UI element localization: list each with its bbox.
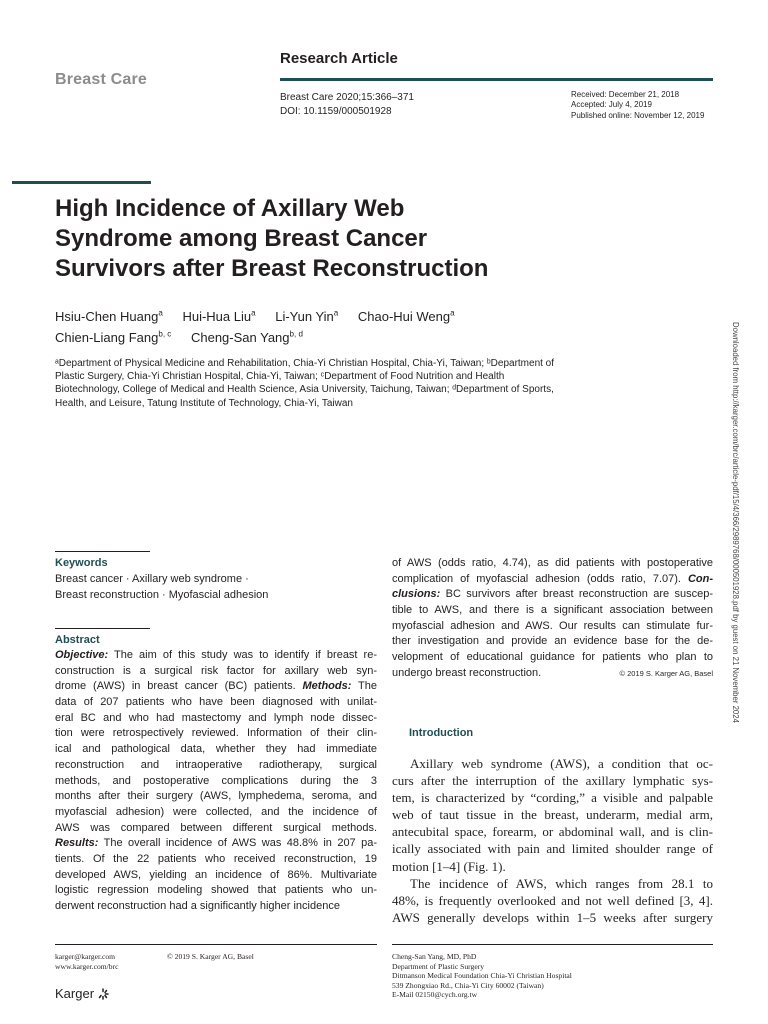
abstract-text: eral BC and who had mastectomy and lymph node dissec-	[55, 711, 377, 724]
abstract-text: of AWS (odds ratio, 4.74), as did patients with postoperative	[392, 557, 713, 569]
publisher-name: Karger	[55, 986, 95, 1001]
abstract-text: myofascial adhesion and AWS. Our results can stimulate fur-	[392, 619, 713, 632]
publisher-website[interactable]: www.karger.com/brc	[55, 962, 119, 971]
abstract-line	[55, 868, 377, 884]
affiliation-line: Plastic Surgery, Chia-Yi Christian Hospital, Chia-Yi, Taiwan; ᶜDepartment of Food Nutrition and Health	[55, 371, 505, 383]
abstract-text: data of 207 patients who have been diagnosed with unilat-	[55, 696, 377, 709]
abstract-heading: Abstract	[55, 634, 100, 646]
abstract-line	[55, 664, 377, 680]
author-name: Hsiu-Chen Huang$^a$	[55, 308, 163, 324]
publisher-email[interactable]: karger@karger.com	[55, 952, 116, 961]
abstract-text: velopment of educational guidance for patients who plan to	[392, 651, 713, 664]
abstract-line	[55, 883, 377, 899]
introduction-line: Axillary web syndrome (AWS), a condition that oc-	[410, 756, 713, 771]
abstract-line	[55, 821, 377, 837]
download-watermark	[726, 322, 744, 812]
abstract-line	[55, 679, 377, 695]
accepted-date: Accepted: July 4, 2019	[571, 100, 652, 110]
footer-copyright: © 2019 S. Karger AG, Basel	[167, 952, 254, 961]
abstract-line	[392, 556, 713, 572]
abstract-label: Con-	[687, 572, 713, 585]
author-name: Chien-Liang Fang$^{b, c}$	[55, 329, 172, 345]
correspondence-line: Cheng-San Yang, MD, PhD	[392, 952, 477, 961]
abstract-text: construction is a surgical risk factor for axillary web syn-	[55, 664, 377, 677]
journal-logo: Breast Care	[55, 71, 148, 88]
title-line: Survivors after Breast Reconstruction	[55, 255, 489, 282]
article-type: Research Article	[280, 50, 398, 67]
abstract-label: Results:	[55, 837, 99, 850]
author-name: Li-Yun Yin$^a$	[275, 308, 339, 324]
abstract-text: methods, and postoperative complications during the 3	[55, 774, 377, 787]
introduction-body	[392, 755, 713, 926]
affiliation-line: Health, and Leisure, Tatung Institute of Technology, Chia-Yi, Taiwan	[55, 397, 353, 409]
footer-rule	[392, 944, 713, 945]
abstract-text: logistic regression modeling showed that patients who un-	[55, 884, 377, 897]
abstract-line	[55, 742, 377, 758]
introduction-line: motion [1–4] (Fig. 1).	[392, 858, 506, 874]
footer-rule	[55, 944, 377, 945]
abstract-text: drome (AWS) in breast cancer (BC) patients.	[55, 680, 303, 693]
author-name: Cheng-San Yang$^{b, d}$	[190, 329, 303, 345]
abstract-line	[55, 852, 377, 868]
correspondence-line: Ditmanson Medical Foundation Chia-Yi Christian Hospital	[392, 971, 572, 981]
publisher-logo	[55, 986, 110, 1001]
citation	[280, 91, 414, 118]
keywords-rule	[55, 551, 150, 552]
abstract-copyright: © 2019 S. Karger AG, Basel	[619, 668, 713, 678]
correspondence-address	[392, 952, 572, 1000]
correspondence-line: Department of Plastic Surgery	[392, 961, 485, 971]
download-note: Downloaded from http://karger.com/brc/article-pdf/15/4/366/2989768/000501928.pdf by guest on 21 November 2024	[731, 322, 740, 723]
abstract-line	[55, 648, 377, 664]
introduction-line: web of taut tissue in the breast, underarm, medial arm,	[392, 807, 713, 823]
karger-logo-icon	[96, 987, 110, 1001]
abstract-text: undergo breast reconstruction.	[392, 666, 542, 679]
introduction-line: ically associated with pain and limited shoulder range of	[392, 841, 713, 857]
abstract-column-left	[55, 648, 377, 915]
introduction-heading: Introduction	[409, 727, 474, 739]
correspondence-line: 539 Zhongxiao Rd., Chia-Yi City 60002 (Taiwan)	[392, 980, 544, 990]
abstract-line	[55, 836, 377, 852]
abstract-line	[55, 758, 377, 774]
abstract-text: reconstruction and intraoperative radiotherapy, surgical	[55, 758, 377, 771]
header-rule	[280, 78, 713, 81]
keywords-line: Breast cancer · Axillary web syndrome ·	[55, 573, 249, 585]
abstract-line	[55, 899, 377, 915]
abstract-text: The aim of this study was to identify if breast re-	[108, 649, 377, 661]
article-title	[55, 194, 575, 284]
affiliation-line: ᵃDepartment of Physical Medicine and Rehabilitation, Chia-Yi Christian Hospital, Chia-Yi, Taiwan; ᵇDepartment of	[55, 358, 555, 369]
abstract-label: clusions:	[392, 588, 441, 601]
keywords-line: Breast reconstruction · Myofascial adhesion	[55, 588, 269, 601]
abstract-text: BC survivors after breast reconstruction are suscep-	[440, 588, 713, 601]
abstract-label: Objective:	[55, 649, 109, 661]
abstract-text: ical and pathological data, whether they had immediate	[55, 743, 377, 756]
abstract-line	[55, 774, 377, 790]
abstract-text: myofascial adhesion) were collected, and the incidence of	[55, 805, 377, 818]
affiliations	[55, 357, 605, 410]
abstract-line	[55, 711, 377, 727]
title-line: High Incidence of Axillary Web	[55, 195, 405, 222]
abstract-line	[392, 587, 713, 603]
publisher-contact	[55, 952, 118, 972]
abstract-text: ther investigation and provide an evidence base for the de-	[392, 635, 713, 648]
introduction-line: antecubital space, forearm, or abdominal wall, and is clin-	[392, 824, 713, 840]
author-name: Hui-Hua Liu$^a$	[182, 308, 256, 324]
abstract-line	[392, 634, 713, 650]
abstract-line	[55, 805, 377, 821]
abstract-line	[55, 726, 377, 742]
abstract-text: The	[351, 680, 378, 693]
abstract-text: complication of myofascial adhesion (odds ratio, 7.07).	[392, 572, 688, 585]
correspondence-email[interactable]: E-Mail 02150@cych.org.tw	[392, 990, 478, 1000]
abstract-label: Methods:	[302, 680, 352, 693]
author-list	[55, 306, 575, 348]
citation-line: Breast Care 2020;15:366–371	[280, 92, 414, 103]
abstract-text: developed AWS, yielding an incidence of 86%. Multivariate	[55, 868, 377, 881]
abstract-column-right	[392, 556, 713, 682]
received-date: Received: December 21, 2018	[571, 90, 680, 99]
abstract-rule	[55, 628, 150, 629]
abstract-line	[392, 650, 713, 666]
article-dates	[571, 90, 704, 121]
abstract-text: AWS was compared between different surgical methods.	[55, 821, 377, 834]
abstract-text: The overall incidence of AWS was 48.8% in 207 pa-	[98, 837, 377, 850]
introduction-line: curs after the interruption of the axillary lymphatic sys-	[392, 773, 713, 789]
affiliation-line: Biotechnology, College of Medical and Health Science, Asia University, Taichung, Taiwan; ᵈDepartment of Sports,	[55, 384, 554, 396]
abstract-text: tients. Of the 22 patients who received reconstruction, 19	[55, 852, 377, 865]
abstract-line	[55, 789, 377, 805]
abstract-text: months after their surgery (AWS, lymphedema, seroma, and	[55, 790, 377, 803]
published-date: Published online: November 12, 2019	[571, 110, 705, 120]
abstract-text: derwent reconstruction had a significantly higher incidence	[55, 900, 340, 912]
introduction-line: The incidence of AWS, which ranges from 28.1 to	[410, 875, 713, 891]
abstract-text: tible to AWS, and there is a significant association between	[392, 604, 713, 617]
doi-link[interactable]: DOI: 10.1159/000501928	[280, 105, 392, 117]
abstract-text: tion were retrospectively reviewed. Information of their clin-	[55, 727, 377, 740]
abstract-line	[392, 666, 713, 682]
keywords-heading: Keywords	[55, 557, 108, 569]
keywords-list	[55, 572, 385, 603]
introduction-line: tem, is characterized by “cording,” a visible and palpable	[392, 790, 713, 806]
abstract-line	[392, 572, 713, 588]
author-name: Chao-Hui Weng$^a$	[357, 308, 455, 324]
introduction-line: 48%, is frequently overlooked and not well defined [3, 4].	[392, 892, 713, 908]
title-line: Syndrome among Breast Cancer	[55, 225, 428, 252]
abstract-line	[392, 619, 713, 635]
abstract-line	[55, 695, 377, 711]
abstract-line	[392, 603, 713, 619]
title-rule	[12, 181, 151, 184]
introduction-line: AWS generally develops within 1–5 weeks after surgery	[392, 909, 713, 925]
